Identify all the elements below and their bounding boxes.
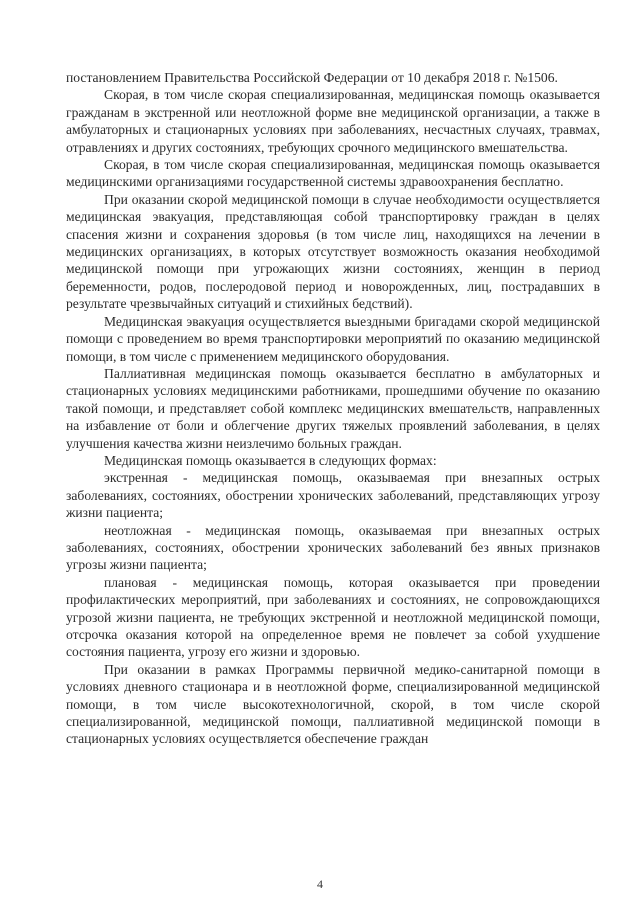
paragraph-care-forms-intro: Медицинская помощь оказывается в следующих формах: [104,452,437,468]
paragraph-emergency-care: Скорая, в том числе скорая специализированная, медицинская помощь оказывается гражданам в экстренной или неотложной форме вне медицинской организации, а также в амбулаторных и стационарных условиях при заболеваниях, несчастных случаях, травмах, отравлениях и других состояниях, требующих срочного медицинского вмешательства. [66,87,600,155]
paragraph-emergency-care-free: Скорая, в том числе скорая специализированная, медицинская помощь оказывается медицинскими организациями государственной системы здравоохранения бесплатно. [66,157,600,190]
document-body [66,69,600,748]
paragraph-continuation: постановлением Правительства Российской Федерации от 10 декабря 2018 г. №1506. [66,70,558,85]
page-number: 4 [317,877,323,891]
paragraph-program-provision: При оказании в рамках Программы первичной медико-санитарной помощи в условиях дневного стационара и в неотложной форме, специализированной медицинской помощи, в том числе высокотехнологичной, скорой, в том числе скорой специализированной, медицинской помощи, паллиативной медицинской помощи в стационарных условиях осуществляется обеспечение граждан [66,661,600,747]
paragraph-medical-evacuation: При оказании скорой медицинской помощи в случае необходимости осуществляется медицинская эвакуация, представляющая собой транспортировку граждан в целях спасения жизни и сохранения здоровья (в том числе лиц, находящихся на лечении в медицинских организациях, в которых отсутствует возможность оказания необходимой медицинской помощи при угрожающих жизни состояниях, женщин в период беременности, родов, послеродовой период и новорожденных, лиц, пострадавших в результате чрезвычайных ситуаций и стихийных бедствий). [66,191,600,312]
paragraph-evacuation-teams: Медицинская эвакуация осуществляется выездными бригадами скорой медицинской помощи с проведением во время транспортировки мероприятий по оказанию медицинской помощи, в том числе с применением медицинского оборудования. [66,313,600,364]
paragraph-form-urgent: неотложная - медицинская помощь, оказываемая при внезапных острых заболеваниях, состояниях, обострении хронических заболеваний без явных признаков угрозы жизни пациента; [66,522,600,573]
paragraph-form-planned: плановая - медицинская помощь, которая оказывается при проведении профилактических мероприятий, при заболеваниях и состояниях, не сопровождающихся угрозой жизни пациента, не требующих экстренной и неотложной медицинской помощи, отсрочка оказания которой на определенное время не повлечет за собой ухудшение состояния пациента, угрозу его жизни и здоровью. [66,574,600,660]
paragraph-form-emergency: экстренная - медицинская помощь, оказываемая при внезапных острых заболеваниях, состояниях, обострении хронических заболеваний, представляющих угрозу жизни пациента; [66,470,600,521]
paragraph-palliative-care: Паллиативная медицинская помощь оказывается бесплатно в амбулаторных и стационарных условиях медицинскими работниками, прошедшими обучение по оказанию такой помощи, и представляет собой комплекс медицинских вмешательств, направленных на избавление от боли и облегчение других тяжелых проявлений заболевания, в целях улучшения качества жизни неизлечимо больных граждан. [66,365,600,451]
